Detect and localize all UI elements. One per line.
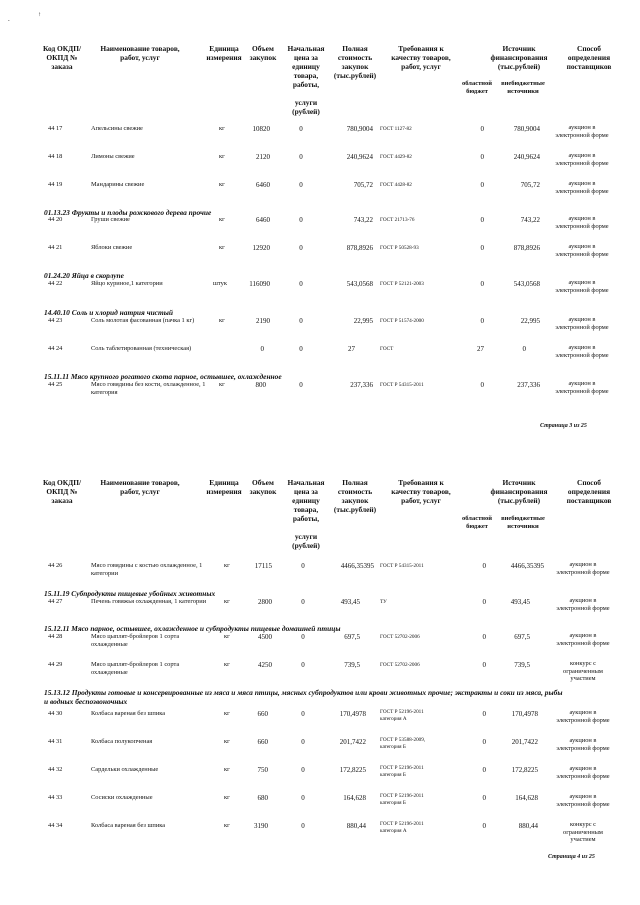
row-name: Апельсины свежие — [91, 125, 143, 132]
row-req: ГОСТ 1127-82 — [380, 126, 412, 132]
row-total: 493,45 — [340, 598, 360, 606]
row-volume: 660 — [257, 738, 268, 746]
row-code: 44 27 — [48, 598, 63, 605]
group-heading: 15.11.11 Мясо крупного рогатого скота парное, остывшее, охлажденное — [44, 372, 282, 381]
header-fin-regional: областной бюджет — [461, 80, 493, 95]
row-volume: 6460 — [256, 181, 270, 189]
row-price: 0 — [299, 317, 303, 325]
row-extra: 543,0568 — [513, 280, 540, 288]
row-code: 44 32 — [48, 766, 63, 773]
row-method: аукцион в электронной форме — [555, 380, 609, 395]
row-req: ГОСТ 4429-82 — [380, 154, 412, 160]
row-code: 44 20 — [48, 216, 63, 223]
group-heading: 15.11.19 Субпродукты пищевые убойных животных — [44, 589, 216, 598]
header-method: Способ определения поставщиков — [566, 478, 612, 505]
row-extra: 172,8225 — [511, 766, 538, 774]
row-total: 878,8926 — [346, 244, 373, 252]
row-price: 0 — [301, 738, 305, 746]
header-init-price-b: услуги (рублей) — [292, 532, 320, 550]
row-req: ГОСТ Р 51574-2000 — [380, 318, 424, 324]
row-total: 543,0568 — [346, 280, 373, 288]
row-price: 0 — [299, 244, 303, 252]
page-footer: Страница 3 из 25 — [540, 423, 587, 429]
row-volume: 4500 — [258, 633, 272, 641]
row-volume: 12920 — [252, 244, 270, 252]
row-method: аукцион в электронной форме — [555, 344, 609, 359]
row-total: 172,8225 — [339, 766, 366, 774]
row-total: 739,5 — [344, 661, 360, 669]
header-fin-extra: внебюджетные источники — [501, 515, 545, 530]
page-footer: Страница 4 из 25 — [548, 854, 595, 860]
row-req: ГОСТ Р 52121-2003 — [380, 281, 424, 287]
row-name: Соль молотая фасованная (пачка 1 кг) — [91, 317, 195, 324]
row-req: ГОСТ 52702-2006 — [380, 662, 420, 668]
row-name: Груши свежие — [91, 216, 130, 223]
row-name: Мясо цыплят-бройлеров 1 сорта охлажденные — [91, 633, 180, 648]
group-heading: 01.24.20 Яйца в скорлупе — [44, 271, 124, 280]
row-price: 0 — [299, 153, 303, 161]
header-name: Наименование товаров, работ, услуг — [100, 44, 180, 62]
row-name: Мясо говядины с костью охлажденное, 1 категории — [91, 562, 203, 577]
row-code: 44 28 — [48, 633, 63, 640]
row-unit: кг — [224, 710, 230, 717]
row-total: 780,9004 — [346, 125, 373, 133]
row-code: 44 17 — [48, 125, 63, 132]
header-fin-source: Источник финансирования (тыс.рублей) — [490, 478, 548, 505]
row-extra: 170,4978 — [511, 710, 538, 718]
row-price: 0 — [299, 381, 303, 389]
group-heading: 15.13.12 Продукты готовые и консервированные из мяса и мяса птицы, мясных субпродуктов или крови животных прочие; экстракты и соки из мяса, рыбы и водных беспозвоночных — [44, 688, 563, 706]
row-req: ГОСТ 52702-2006 — [380, 634, 420, 640]
row-volume: 10820 — [252, 125, 270, 133]
row-regional: 0 — [480, 181, 484, 189]
row-name: Мясо цыплят-бройлеров 1 сорта охлажденные — [91, 661, 180, 676]
row-regional: 0 — [480, 381, 484, 389]
row-code: 44 29 — [48, 661, 63, 668]
row-price: 0 — [301, 822, 305, 830]
row-name: Колбаса вареная без шпика — [91, 822, 166, 829]
row-regional: 0 — [480, 317, 484, 325]
row-code: 44 18 — [48, 153, 63, 160]
row-volume: 17115 — [254, 562, 272, 570]
group-heading: 15.12.11 Мясо парное, остывшее, охлажденное и субпродукты пищевые домашней птицы — [44, 624, 341, 633]
header-init-price: Начальная цена за единицу товара, работы, — [287, 44, 325, 89]
row-total: 697,5 — [344, 633, 360, 641]
row-extra: 164,628 — [515, 794, 538, 802]
row-code: 44 26 — [48, 562, 63, 569]
row-volume: 4250 — [258, 661, 272, 669]
row-total: 27 — [348, 345, 355, 353]
row-name: Сосиски охлажденные — [91, 794, 153, 801]
row-volume: 660 — [257, 710, 268, 718]
row-regional: 0 — [482, 562, 486, 570]
row-regional: 0 — [482, 710, 486, 718]
row-volume: 116090 — [249, 280, 270, 288]
row-extra: 878,8926 — [513, 244, 540, 252]
row-regional: 0 — [482, 633, 486, 641]
page-mark-dot: . — [8, 15, 10, 23]
row-name: Яйцо куриное,1 категории — [91, 280, 163, 287]
row-method: аукцион в электронной форме — [556, 765, 610, 780]
row-price: 0 — [299, 181, 303, 189]
row-name: Колбаса полукопченая — [91, 738, 153, 745]
header-init-price-b: услуги (рублей) — [292, 98, 320, 116]
row-total: 22,995 — [353, 317, 373, 325]
row-method: аукцион в электронной форме — [555, 279, 609, 294]
row-extra: 705,72 — [520, 181, 540, 189]
header-fin-source: Источник финансирования (тыс.рублей) — [490, 44, 548, 71]
row-volume: 2800 — [258, 598, 272, 606]
row-code: 44 19 — [48, 181, 63, 188]
row-code: 44 22 — [48, 280, 63, 287]
row-unit: кг — [219, 125, 225, 132]
row-total: 743,22 — [353, 216, 373, 224]
row-req: ГОСТ Р 52196-2011 категория А — [380, 821, 424, 834]
row-price: 0 — [299, 345, 303, 353]
row-req: ГОСТ Р 50528-93 — [380, 245, 419, 251]
header-name: Наименование товаров, работ, услуг — [100, 478, 180, 496]
row-unit: кг — [219, 216, 225, 223]
row-price: 0 — [301, 794, 305, 802]
row-unit: кг — [224, 822, 230, 829]
row-method: аукцион в электронной форме — [556, 793, 610, 808]
page-mark-tick: ↑ — [38, 12, 41, 18]
row-code: 44 33 — [48, 794, 63, 801]
row-price: 0 — [299, 216, 303, 224]
row-name: Колбаса вареная без шпика — [91, 710, 166, 717]
row-method: аукцион в электронной форме — [556, 561, 610, 576]
row-regional: 0 — [482, 661, 486, 669]
row-req: ГОСТ Р 52196-2011 категория А — [380, 709, 424, 722]
row-extra: 739,5 — [514, 661, 530, 669]
row-extra: 697,5 — [514, 633, 530, 641]
header-volume: Объем закупок — [249, 44, 277, 62]
row-unit: кг — [219, 317, 225, 324]
row-total: 4466,35395 — [340, 562, 374, 570]
row-req: ГОСТ — [380, 346, 394, 352]
row-regional: 27 — [477, 345, 484, 353]
row-total: 705,72 — [353, 181, 373, 189]
row-req: ГОСТ 4428-82 — [380, 182, 412, 188]
row-volume: 0 — [260, 345, 264, 353]
header-fin-regional: областной бюджет — [461, 515, 493, 530]
row-regional: 0 — [480, 125, 484, 133]
header-full-cost: Полная стоимость закупок (тыс.рублей) — [333, 44, 377, 80]
row-volume: 800 — [255, 381, 266, 389]
row-total: 240,9624 — [346, 153, 373, 161]
row-volume: 2120 — [256, 153, 270, 161]
row-method: аукцион в электронной форме — [555, 316, 609, 331]
row-code: 44 24 — [48, 345, 63, 352]
row-total: 164,628 — [343, 794, 366, 802]
row-method: аукцион в электронной форме — [555, 124, 609, 139]
row-total: 170,4978 — [339, 710, 366, 718]
row-unit: кг — [224, 661, 230, 668]
header-unit: Единица измерения — [206, 44, 242, 62]
row-unit: кг — [224, 562, 230, 569]
row-price: 0 — [301, 562, 305, 570]
row-unit: кг — [219, 181, 225, 188]
row-extra: 880,44 — [518, 822, 538, 830]
row-unit: кг — [219, 244, 225, 251]
header-init-price: Начальная цена за единицу товара, работы, — [287, 478, 325, 523]
header-code: Код ОКДП/ ОКПД № заказа — [42, 478, 82, 505]
header-requirements: Требования к качеству товаров, работ, услуг — [391, 44, 451, 71]
row-volume: 6460 — [256, 216, 270, 224]
row-unit: кг — [219, 153, 225, 160]
row-req: ГОСТ Р 52196-2011 категория Б — [380, 765, 424, 778]
row-name: Соль таблетированная (техническая) — [91, 345, 192, 352]
row-unit: кг — [224, 766, 230, 773]
row-code: 44 34 — [48, 822, 63, 829]
row-req: ГОСТ Р 54315-2011 — [380, 563, 424, 569]
header-unit: Единица измерения — [206, 478, 242, 496]
group-heading: 14.40.10 Соль и хлорид натрия чистый — [44, 308, 173, 317]
row-volume: 2190 — [256, 317, 270, 325]
row-price: 0 — [299, 125, 303, 133]
header-fin-extra: внебюджетные источники — [501, 80, 545, 95]
header-requirements: Требования к качеству товаров, работ, услуг — [391, 478, 451, 505]
row-method: аукцион в электронной форме — [555, 152, 609, 167]
row-extra: 493,45 — [510, 598, 530, 606]
row-req: ТУ — [380, 599, 387, 605]
row-unit: штук — [213, 280, 227, 287]
header-full-cost: Полная стоимость закупок (тыс.рублей) — [333, 478, 377, 514]
row-code: 44 25 — [48, 381, 63, 388]
row-method: аукцион в электронной форме — [556, 632, 610, 647]
header-code: Код ОКДП/ ОКПД № заказа — [42, 44, 82, 71]
row-unit: кг — [224, 794, 230, 801]
row-name: Лимоны свежие — [91, 153, 135, 160]
row-req: ГОСТ Р 52196-2011 категория Б — [380, 793, 424, 806]
row-total: 880,44 — [346, 822, 366, 830]
row-name: Мандарины свежие — [91, 181, 145, 188]
row-regional: 0 — [482, 822, 486, 830]
row-req: ГОСТ Р 53588-2009, категория Б — [380, 737, 426, 750]
row-total: 237,336 — [350, 381, 373, 389]
row-extra: 743,22 — [520, 216, 540, 224]
row-method: аукцион в электронной форме — [555, 215, 609, 230]
row-price: 0 — [301, 710, 305, 718]
row-volume: 750 — [257, 766, 268, 774]
row-regional: 0 — [482, 598, 486, 606]
row-total: 201,7422 — [339, 738, 366, 746]
row-method: аукцион в электронной форме — [555, 243, 609, 258]
row-extra: 22,995 — [520, 317, 540, 325]
row-name: Яблоки свежие — [91, 244, 133, 251]
row-extra: 780,9004 — [513, 125, 540, 133]
row-method: аукцион в электронной форме — [556, 709, 610, 724]
row-extra: 237,336 — [517, 381, 540, 389]
row-price: 0 — [301, 633, 305, 641]
row-extra: 201,7422 — [511, 738, 538, 746]
row-name: Сардельки охлажденные — [91, 766, 159, 773]
row-regional: 0 — [480, 244, 484, 252]
row-volume: 3190 — [254, 822, 268, 830]
row-price: 0 — [301, 598, 305, 606]
row-req: ГОСТ Р 54315-2011 — [380, 382, 424, 388]
row-price: 0 — [299, 280, 303, 288]
row-code: 44 31 — [48, 738, 63, 745]
row-name: Печень говяжья охлажденная, 1 категории — [91, 598, 207, 605]
row-code: 44 23 — [48, 317, 63, 324]
row-volume: 680 — [257, 794, 268, 802]
header-volume: Объем закупок — [249, 478, 277, 496]
row-regional: 0 — [480, 280, 484, 288]
row-method: конкурс с ограниченным участием — [563, 660, 603, 682]
row-unit: кг — [224, 633, 230, 640]
row-price: 0 — [301, 661, 305, 669]
row-method: конкурс с ограниченным участием — [563, 821, 603, 843]
row-regional: 0 — [480, 216, 484, 224]
row-extra: 4466,35395 — [510, 562, 544, 570]
row-method: аукцион в электронной форме — [556, 597, 610, 612]
row-method: аукцион в электронной форме — [556, 737, 610, 752]
group-heading: 01.13.23 Фрукты и плоды рожкового дерева прочие — [44, 208, 212, 217]
header-method: Способ определения поставщиков — [566, 44, 612, 71]
row-code: 44 30 — [48, 710, 63, 717]
row-code: 44 21 — [48, 244, 63, 251]
row-extra: 240,9624 — [513, 153, 540, 161]
row-regional: 0 — [482, 794, 486, 802]
row-regional: 0 — [480, 153, 484, 161]
row-regional: 0 — [482, 738, 486, 746]
row-unit: кг — [219, 381, 225, 388]
row-extra: 0 — [522, 345, 526, 353]
row-unit: кг — [224, 598, 230, 605]
row-unit: кг — [224, 738, 230, 745]
row-req: ГОСТ 21713-76 — [380, 217, 415, 223]
row-price: 0 — [301, 766, 305, 774]
row-regional: 0 — [482, 766, 486, 774]
row-method: аукцион в электронной форме — [555, 180, 609, 195]
row-name: Мясо говядины без кости, охлажденное, 1 категория — [91, 381, 206, 396]
